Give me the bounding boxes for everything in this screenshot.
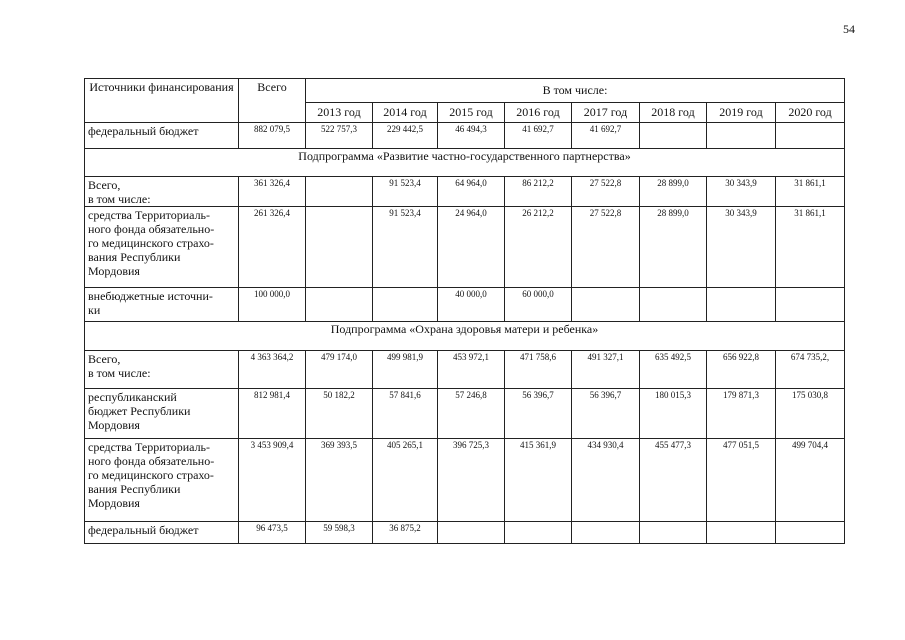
value-cell: 499 704,4: [776, 439, 845, 522]
table-row: [85, 522, 845, 544]
header-row: [85, 79, 845, 103]
value-cell: 491 327,1: [572, 351, 640, 389]
table-row: [85, 123, 845, 149]
value-cell: [776, 123, 845, 149]
total-cell: 361 326,4: [239, 177, 306, 207]
value-cell: 41 692,7: [505, 123, 572, 149]
value-cell: 405 265,1: [373, 439, 438, 522]
value-cell: 26 212,2: [505, 207, 572, 288]
value-cell: 57 841,6: [373, 389, 438, 439]
value-cell: 24 964,0: [438, 207, 505, 288]
value-cell: [306, 207, 373, 288]
value-cell: 229 442,5: [373, 123, 438, 149]
header-total: [239, 79, 306, 123]
total-cell: 261 326,4: [239, 207, 306, 288]
header-sources: [85, 79, 239, 123]
value-cell: [306, 288, 373, 322]
year-2019: 2019 год: [707, 103, 776, 123]
year-2015: 2015 год: [438, 103, 505, 123]
value-cell: 455 477,3: [640, 439, 707, 522]
value-cell: 674 735,2,: [776, 351, 845, 389]
value-cell: 415 361,9: [505, 439, 572, 522]
value-cell: 31 861,1: [776, 177, 845, 207]
source-cell: средства Территориаль- ного фонда обязательно- го медицинского страхо- вания Республики Мордовия: [85, 439, 239, 522]
total-cell: 100 000,0: [239, 288, 306, 322]
value-cell: 180 015,3: [640, 389, 707, 439]
value-cell: 656 922,8: [707, 351, 776, 389]
value-cell: 522 757,3: [306, 123, 373, 149]
value-cell: 91 523,4: [373, 207, 438, 288]
value-cell: 179 871,3: [707, 389, 776, 439]
value-cell: [707, 288, 776, 322]
table-row: [85, 351, 845, 389]
total-cell: 812 981,4: [239, 389, 306, 439]
subprogram-row: [85, 322, 845, 351]
year-2016: 2016 год: [505, 103, 572, 123]
source-cell: федеральный бюджет: [85, 522, 239, 544]
source-cell: средства Территориаль- ного фонда обязательно- го медицинского страхо- вания Республики Мордовия: [85, 207, 239, 288]
value-cell: 41 692,7: [572, 123, 640, 149]
value-cell: 453 972,1: [438, 351, 505, 389]
value-cell: [438, 522, 505, 544]
source-cell: Всего, в том числе:: [85, 177, 239, 207]
year-2020: 2020 год: [776, 103, 845, 123]
value-cell: [572, 522, 640, 544]
value-cell: 31 861,1: [776, 207, 845, 288]
table-row: [85, 288, 845, 322]
value-cell: [707, 522, 776, 544]
value-cell: 369 393,5: [306, 439, 373, 522]
subprogram-row: [85, 149, 845, 177]
subprogram-title: Подпрограмма «Развитие частно-государственного партнерства»: [85, 149, 845, 177]
value-cell: 86 212,2: [505, 177, 572, 207]
table-row: [85, 439, 845, 522]
value-cell: 396 725,3: [438, 439, 505, 522]
value-cell: 40 000,0: [438, 288, 505, 322]
value-cell: [306, 177, 373, 207]
value-cell: 175 030,8: [776, 389, 845, 439]
value-cell: [776, 522, 845, 544]
value-cell: [640, 522, 707, 544]
value-cell: 64 964,0: [438, 177, 505, 207]
value-cell: 479 174,0: [306, 351, 373, 389]
value-cell: 434 930,4: [572, 439, 640, 522]
header-including: [306, 79, 845, 103]
table-row: [85, 177, 845, 207]
source-cell: внебюджетные источни- ки: [85, 288, 239, 322]
value-cell: 59 598,3: [306, 522, 373, 544]
table-row: [85, 389, 845, 439]
total-cell: 96 473,5: [239, 522, 306, 544]
source-cell: республиканский бюджет Республики Мордовия: [85, 389, 239, 439]
value-cell: [640, 288, 707, 322]
total-cell: 4 363 364,2: [239, 351, 306, 389]
value-cell: 56 396,7: [505, 389, 572, 439]
value-cell: 635 492,5: [640, 351, 707, 389]
total-cell: 3 453 909,4: [239, 439, 306, 522]
year-2013: 2013 год: [306, 103, 373, 123]
value-cell: 50 182,2: [306, 389, 373, 439]
value-cell: 57 246,8: [438, 389, 505, 439]
value-cell: [373, 288, 438, 322]
value-cell: [572, 288, 640, 322]
total-cell: 882 079,5: [239, 123, 306, 149]
value-cell: 27 522,8: [572, 207, 640, 288]
year-2014: 2014 год: [373, 103, 438, 123]
value-cell: 36 875,2: [373, 522, 438, 544]
value-cell: 30 343,9: [707, 177, 776, 207]
value-cell: [640, 123, 707, 149]
value-cell: 28 899,0: [640, 207, 707, 288]
header-total-text: Всего: [257, 80, 287, 94]
source-cell: федеральный бюджет: [85, 123, 239, 149]
value-cell: 477 051,5: [707, 439, 776, 522]
year-2018: 2018 год: [640, 103, 707, 123]
value-cell: 30 343,9: [707, 207, 776, 288]
value-cell: 28 899,0: [640, 177, 707, 207]
source-cell: Всего, в том числе:: [85, 351, 239, 389]
value-cell: [505, 522, 572, 544]
header-sources-text: Источники финансирования: [89, 80, 234, 94]
value-cell: 46 494,3: [438, 123, 505, 149]
header-including-text: В том числе:: [542, 83, 608, 97]
page-number: 54: [843, 22, 855, 36]
value-cell: [707, 123, 776, 149]
value-cell: 499 981,9: [373, 351, 438, 389]
value-cell: 56 396,7: [572, 389, 640, 439]
table-row: [85, 207, 845, 288]
value-cell: 60 000,0: [505, 288, 572, 322]
value-cell: 91 523,4: [373, 177, 438, 207]
financing-table: [84, 78, 845, 544]
value-cell: 27 522,8: [572, 177, 640, 207]
subprogram-title: Подпрограмма «Охрана здоровья матери и ребенка»: [85, 322, 845, 351]
value-cell: [776, 288, 845, 322]
year-2017: 2017 год: [572, 103, 640, 123]
value-cell: 471 758,6: [505, 351, 572, 389]
